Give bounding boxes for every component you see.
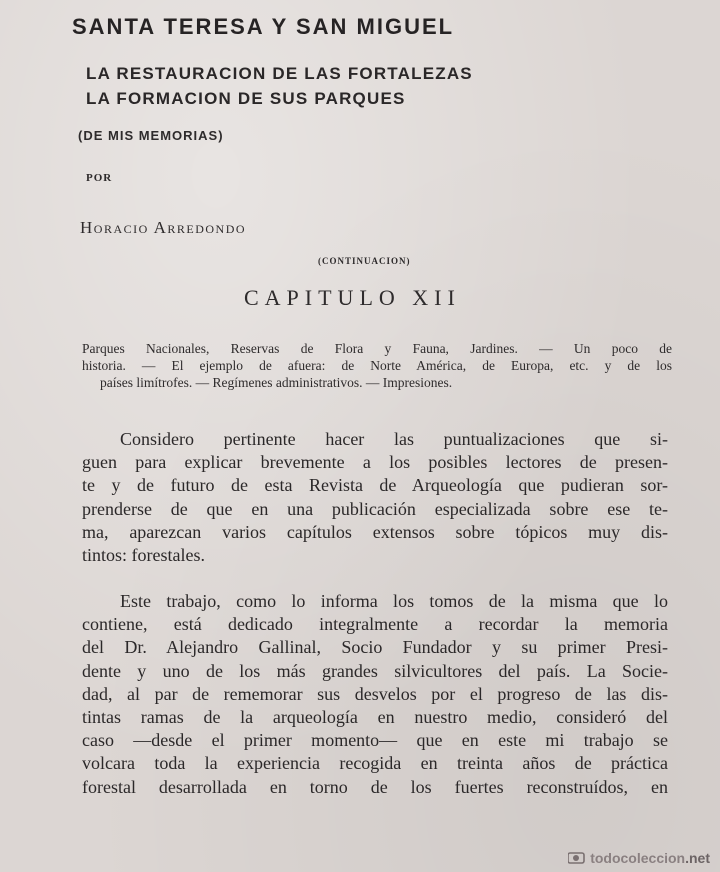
author-name: Horacio Arredondo xyxy=(80,218,247,237)
text-line: prenderse de que en una publicación especializada sobre ese te- xyxy=(82,498,668,519)
text-line: dente y uno de los más grandes silvicultores del país. La Socie- xyxy=(82,660,668,681)
paragraph-2 xyxy=(82,590,668,799)
text-line: forestal desarrollada en torno de los fuertes reconstruídos, en xyxy=(82,776,668,797)
text-line: Este trabajo, como lo informa los tomos de la misma que lo xyxy=(120,591,668,611)
subtitle-line-2: LA FORMACION DE SUS PARQUES xyxy=(86,89,406,108)
text-line: contiene, está dedicado integralmente a recordar la memoria xyxy=(82,614,668,635)
text-line: dad, al par de rememorar sus desvelos por el progreso de las dis- xyxy=(82,683,668,704)
text-line: volcara toda la experiencia recogida en treinta años de práctica xyxy=(82,753,668,774)
por-label: POR xyxy=(86,172,113,184)
chapter-summary xyxy=(82,340,672,391)
summary-line: historia. — El ejemplo de afuera: de Norte América, de Europa, etc. y de los xyxy=(82,358,672,373)
text-line: caso —desde el primer momento— que en este mi trabajo se xyxy=(82,730,668,751)
summary-line: países limítrofes. — Regímenes administrativos. — Impresiones. xyxy=(100,375,453,390)
chapter-title: CAPITULO XII xyxy=(244,285,461,310)
text-line: ma, aparezcan varios capítulos extensos sobre tópicos muy dis- xyxy=(82,521,668,542)
continuacion-label: (CONTINUACION) xyxy=(318,256,411,266)
paragraph-1 xyxy=(82,428,668,567)
watermark-brand: todocoleccion xyxy=(590,850,686,866)
watermark-suffix: .net xyxy=(685,850,710,866)
text-line: del Dr. Alejandro Gallinal, Socio Fundador y su primer Presi- xyxy=(82,637,668,658)
article-title: SANTA TERESA Y SAN MIGUEL xyxy=(72,14,455,39)
text-line: tintas ramas de la arqueología en nuestro medio, consideró del xyxy=(82,707,668,728)
subtitle-line-1: LA RESTAURACION DE LAS FORTALEZAS xyxy=(86,64,473,83)
todocoleccion-logo-icon xyxy=(568,850,590,866)
text-line: tintos: forestales. xyxy=(82,545,205,566)
summary-line: Parques Nacionales, Reservas de Flora y Fauna, Jardines. — Un poco de xyxy=(82,341,672,356)
memorias-label: (DE MIS MEMORIAS) xyxy=(78,128,224,143)
watermark xyxy=(568,850,710,866)
text-line: Considero pertinente hacer las puntualizaciones que si- xyxy=(120,429,668,449)
text-line: te y de futuro de esta Revista de Arqueología que pudieran sor- xyxy=(82,475,668,496)
text-line: guen para explicar brevemente a los posibles lectores de presen- xyxy=(82,452,668,473)
